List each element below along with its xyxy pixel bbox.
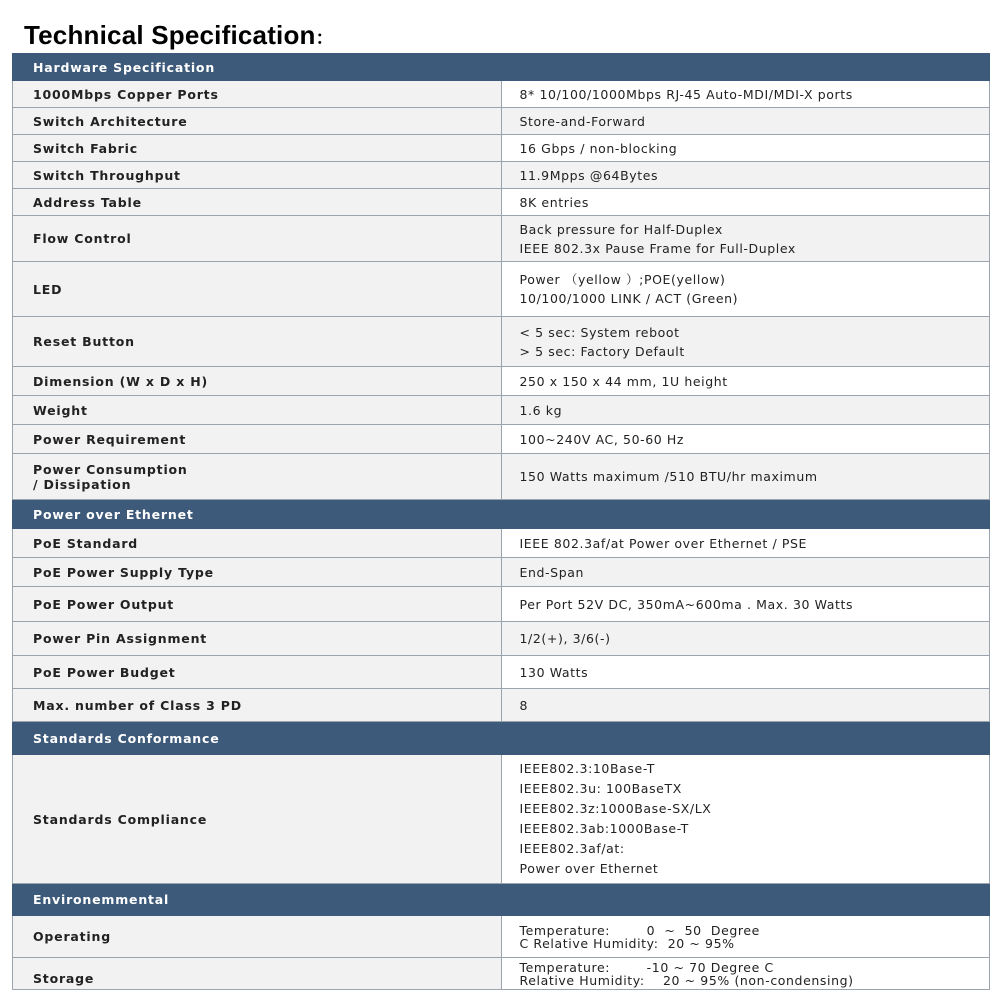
section-header-standards	[13, 722, 990, 755]
page-title	[24, 20, 334, 51]
page-title-suffix: ：	[315, 28, 334, 48]
spec-label: PoE Standard	[13, 529, 502, 558]
spec-value: 8K entries	[501, 189, 990, 216]
spec-value: 1/2(+), 3/6(-)	[501, 622, 990, 656]
section-header-environmental	[13, 884, 990, 916]
spec-row	[13, 135, 990, 162]
spec-row	[13, 916, 990, 958]
spec-row	[13, 454, 990, 500]
spec-label: Switch Architecture	[13, 108, 502, 135]
value-line: Back pressure for Half-Duplex	[519, 221, 723, 237]
spec-label: Operating	[13, 916, 502, 958]
spec-label: Switch Throughput	[13, 162, 502, 189]
spec-label: LED	[13, 262, 502, 317]
value-line: C Relative Humidity: 20 ~ 95%	[519, 935, 735, 951]
value-line: > 5 sec: Factory Default	[519, 343, 685, 359]
spec-row	[13, 622, 990, 656]
spec-value	[501, 317, 990, 367]
spec-value	[501, 916, 990, 958]
spec-label: Address Table	[13, 189, 502, 216]
spec-label: Power Requirement	[13, 425, 502, 454]
spec-label: Standards Compliance	[13, 755, 502, 884]
spec-value	[501, 262, 990, 317]
spec-row	[13, 755, 990, 884]
spec-row	[13, 396, 990, 425]
spec-value: 16 Gbps / non-blocking	[501, 135, 990, 162]
value-line: IEEE802.3:10Base-T	[519, 761, 656, 776]
section-title: Environemmental	[13, 884, 990, 916]
spec-row	[13, 262, 990, 317]
spec-label: Reset Button	[13, 317, 502, 367]
spec-row	[13, 958, 990, 990]
label-line: / Dissipation	[33, 476, 132, 492]
value-line: Relative Humidity: 20 ~ 95% (non-condensing)	[519, 972, 854, 988]
spec-row	[13, 425, 990, 454]
spec-row	[13, 587, 990, 622]
value-line: IEEE802.3z:1000Base-SX/LX	[519, 801, 712, 816]
value-line: IEEE 802.3x Pause Frame for Full-Duplex	[519, 240, 796, 256]
spec-label: PoE Power Budget	[13, 656, 502, 689]
spec-row	[13, 81, 990, 108]
section-title: Standards Conformance	[13, 722, 990, 755]
spec-row	[13, 108, 990, 135]
spec-label: Switch Fabric	[13, 135, 502, 162]
spec-row	[13, 367, 990, 396]
spec-label: Flow Control	[13, 216, 502, 262]
spec-value: Store-and-Forward	[501, 108, 990, 135]
value-line: < 5 sec: System reboot	[519, 324, 680, 340]
spec-label: Max. number of Class 3 PD	[13, 689, 502, 722]
spec-label	[13, 454, 502, 500]
spec-value	[501, 958, 990, 990]
spec-label: Storage	[13, 958, 502, 990]
spec-value: IEEE 802.3af/at Power over Ethernet / PSE	[501, 529, 990, 558]
spec-value: 1.6 kg	[501, 396, 990, 425]
page-title-text: Technical Specification	[24, 20, 316, 50]
spec-label: 1000Mbps Copper Ports	[13, 81, 502, 108]
value-line: IEEE802.3u: 100BaseTX	[519, 781, 682, 796]
value-line: Power （yellow ）;POE(yellow)	[519, 272, 726, 287]
spec-row	[13, 689, 990, 722]
spec-label: PoE Power Supply Type	[13, 558, 502, 587]
spec-value: 100~240V AC, 50-60 Hz	[501, 425, 990, 454]
spec-label: Dimension (W x D x H)	[13, 367, 502, 396]
spec-row	[13, 656, 990, 689]
spec-value: Per Port 52V DC, 350mA~600ma . Max. 30 Watts	[501, 587, 990, 622]
spec-value: End-Span	[501, 558, 990, 587]
spec-value	[501, 216, 990, 262]
spec-row	[13, 162, 990, 189]
spec-value: 150 Watts maximum /510 BTU/hr maximum	[501, 454, 990, 500]
spec-value: 11.9Mpps @64Bytes	[501, 162, 990, 189]
spec-label: PoE Power Output	[13, 587, 502, 622]
spec-value: 250 x 150 x 44 mm, 1U height	[501, 367, 990, 396]
section-header-poe	[13, 500, 990, 529]
spec-label: Weight	[13, 396, 502, 425]
spec-table	[12, 53, 990, 990]
value-line: IEEE802.3ab:1000Base-T	[519, 821, 689, 836]
spec-value: 130 Watts	[501, 656, 990, 689]
spec-row	[13, 317, 990, 367]
spec-row	[13, 216, 990, 262]
spec-label: Power Pin Assignment	[13, 622, 502, 656]
spec-row	[13, 529, 990, 558]
value-line: IEEE802.3af/at:	[519, 841, 625, 856]
spec-row	[13, 189, 990, 216]
spec-row	[13, 558, 990, 587]
value-line: Temperature: 0 ~ 50 Degree	[519, 922, 760, 938]
value-line: Temperature: -10 ~ 70 Degree C	[519, 959, 774, 975]
label-line: Power Consumption	[33, 461, 188, 477]
section-header-hardware	[13, 54, 990, 81]
spec-value: 8	[501, 689, 990, 722]
section-title: Hardware Specification	[13, 54, 990, 81]
spec-value: 8* 10/100/1000Mbps RJ-45 Auto-MDI/MDI-X ports	[501, 81, 990, 108]
value-line: Power over Ethernet	[519, 861, 659, 876]
spec-value	[501, 755, 990, 884]
section-title: Power over Ethernet	[13, 500, 990, 529]
value-line: 10/100/1000 LINK / ACT (Green)	[519, 291, 739, 306]
